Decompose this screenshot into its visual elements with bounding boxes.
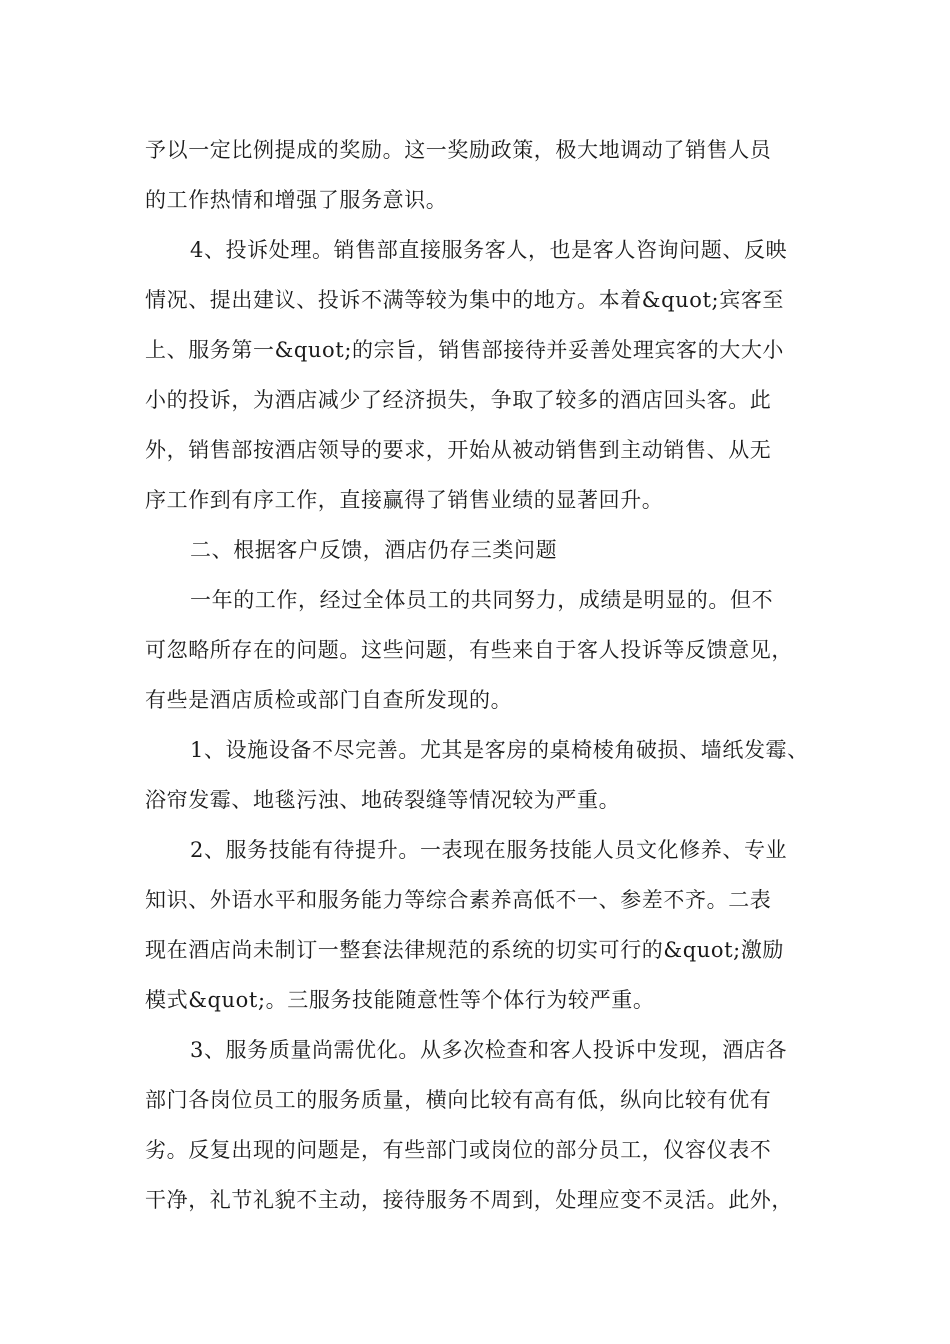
text-line: 3、服务质量尚需优化。从多次检查和客人投诉中发现，酒店各 xyxy=(190,1038,788,1062)
text-line: 情况、提出建议、投诉不满等较为集中的地方。本着&quot;宾客至 xyxy=(145,288,785,312)
text-line: 部门各岗位员工的服务质量，横向比较有高有低，纵向比较有优有 xyxy=(145,1088,772,1112)
text-line: 1、设施设备不尽完善。尤其是客房的桌椅棱角破损、墙纸发霉、 xyxy=(190,738,809,762)
text-line: 的工作热情和增强了服务意识。 xyxy=(145,188,448,212)
text-line: 外，销售部按酒店领导的要求，开始从被动销售到主动销售、从无 xyxy=(145,438,772,462)
text-line: 有些是酒店质检或部门自查所发现的。 xyxy=(145,688,513,712)
text-line: 4、投诉处理。销售部直接服务客人，也是客人咨询问题、反映 xyxy=(190,238,788,262)
text-line: 浴帘发霉、地毯污浊、地砖裂缝等情况较为严重。 xyxy=(145,788,621,812)
text-line: 知识、外语水平和服务能力等综合素养高低不一、参差不齐。二表 xyxy=(145,888,772,912)
text-line: 上、服务第一&quot;的宗旨，销售部接待并妥善处理宾客的大大小 xyxy=(145,338,785,362)
text-line: 干净，礼节礼貌不主动，接待服务不周到，处理应变不灵活。此外， xyxy=(145,1188,793,1212)
text-line: 序工作到有序工作，直接赢得了销售业绩的显著回升。 xyxy=(145,488,664,512)
text-line: 模式&quot;。三服务技能随意性等个体行为较严重。 xyxy=(145,988,655,1012)
text-line: 予以一定比例提成的奖励。这一奖励政策，极大地调动了销售人员 xyxy=(145,138,772,162)
section-heading: 二、根据客户反馈，酒店仍存三类问题 xyxy=(190,538,558,562)
text-line: 一年的工作，经过全体员工的共同努力，成绩是明显的。但不 xyxy=(190,588,774,612)
text-line: 小的投诉，为酒店减少了经济损失，争取了较多的酒店回头客。此 xyxy=(145,388,772,412)
text-line: 可忽略所存在的问题。这些问题，有些来自于客人投诉等反馈意见， xyxy=(145,638,793,662)
text-line: 2、服务技能有待提升。一表现在服务技能人员文化修养、专业 xyxy=(190,838,788,862)
text-line: 劣。反复出现的问题是，有些部门或岗位的部分员工，仪容仪表不 xyxy=(145,1138,772,1162)
text-line: 现在酒店尚未制订一整套法律规范的系统的切实可行的&quot;激励 xyxy=(145,938,785,962)
